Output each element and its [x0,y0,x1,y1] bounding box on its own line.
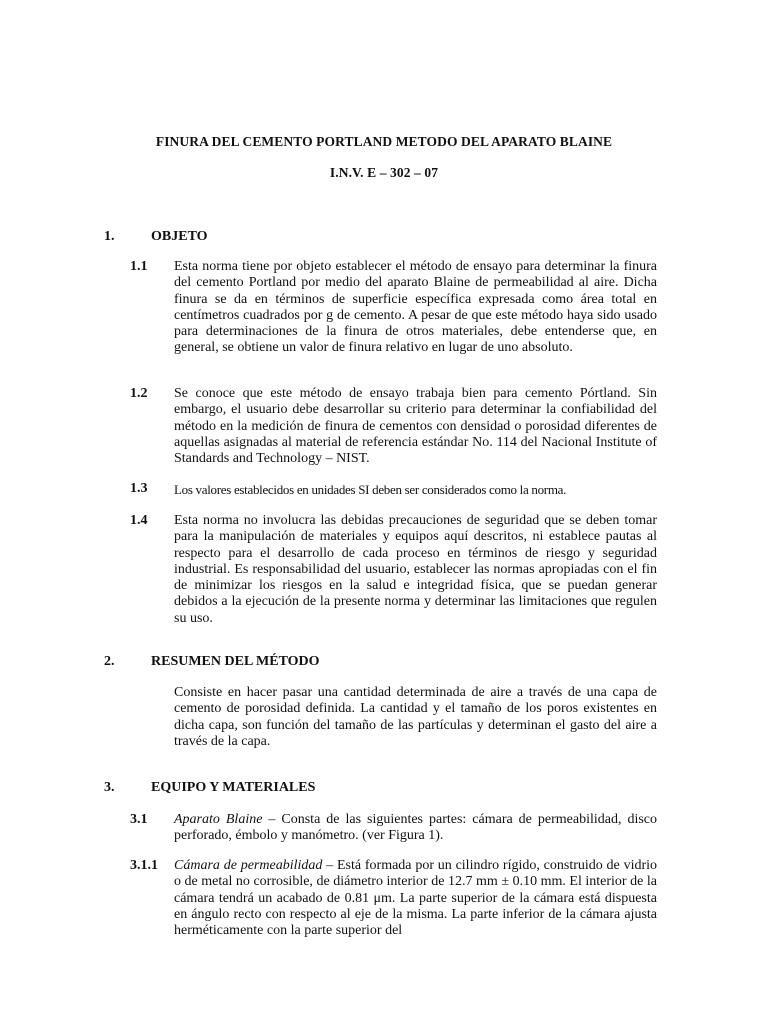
section-2-title: RESUMEN DEL MÉTODO [151,654,320,669]
item-1-4-text: Esta norma no involucra las debidas precauciones de seguridad que se deben tomar para la manipulación de materiales y equipos aquí descritos, ni establece pautas al respecto para el desarrollo de cada proceso en términos de riesgo y seguridad industrial. Es responsabilidad del usuario, establecer las normas apropiadas con el fin de minimizar los riesgos en la salud e integridad física, que se puedan generar debidos a la ejecución de la presente norma y determinar las limitaciones que regulen su uso. [174,513,657,626]
item-3-1-1-text [174,858,657,939]
section-2-number: 2. [104,654,115,669]
section-1-number: 1. [104,229,115,244]
section-3-title: EQUIPO Y MATERIALES [151,780,316,795]
document-title: FINURA DEL CEMENTO PORTLAND METODO DEL APARATO BLAINE [155,134,613,149]
item-1-1-number: 1.1 [130,259,148,274]
item-3-1-1-body: – Está formada por un cilindro rígido, construido de vidrio o de metal no corrosible, de diámetro interior de 12.7 mm ± 0.10 mm. El interior de la cámara tendrá un acabado de 0.81 μm. La parte superior de la cámara está dispuesta en ángulo recto con respecto al eje de la misma. La parte inferior de la cámara ajusta herméticamente con la parte superior del [174,858,658,939]
item-3-1-text [174,812,657,845]
item-1-2-text: Se conoce que este método de ensayo trabaja bien para cemento Pórtland. Sin embargo, el usuario debe desarrollar su criterio para determinar la confiabilidad del método en la medición de finura de cementos con densidad o porosidad diferentes de aquellas asignadas al material de referencia estándar No. 114 del Nacional Institute of Standards and Technology – NIST. [174,386,657,467]
item-1-1-text: Esta norma tiene por objeto establecer el método de ensayo para determinar la finura del cemento Portland por medio del aparato Blaine de permeabilidad al aire. Dicha finura se da en términos de superficie específica expresada como área total en centímetros cuadrados por g de cemento. A pesar de que este método haya sido usado para determinaciones de la finura de otros materiales, debe entenderse que, en general, se obtiene un valor de finura relativo en lugar de uno absoluto. [174,259,657,356]
item-3-1-1-number: 3.1.1 [130,858,158,873]
item-3-1-number: 3.1 [130,812,148,827]
item-1-3-number: 1.3 [130,481,148,496]
item-1-4-number: 1.4 [130,513,148,528]
section-2-text: Consiste en hacer pasar una cantidad determinada de aire a través de una capa de cemento de porosidad definida. La cantidad y el tamaño de los poros existentes en dicha capa, son función del tamaño de las partículas y determinan el gasto del aire a través de la capa. [174,685,657,749]
item-3-1-body: – Consta de las siguientes partes: cámara de permeabilidad, disco perforado, émbolo y manómetro. (ver Figura 1). [174,812,657,844]
item-3-1-term: Aparato Blaine [174,812,263,827]
document-code: I.N.V. E – 302 – 07 [329,165,439,180]
item-1-2-number: 1.2 [130,386,148,401]
item-3-1-1-term: Cámara de permeabilidad [174,858,323,873]
item-1-3-text: Los valores establecidos en unidades SI deben ser considerados como la norma. [174,482,567,497]
section-1-title: OBJETO [151,229,208,244]
section-3-number: 3. [104,780,115,795]
